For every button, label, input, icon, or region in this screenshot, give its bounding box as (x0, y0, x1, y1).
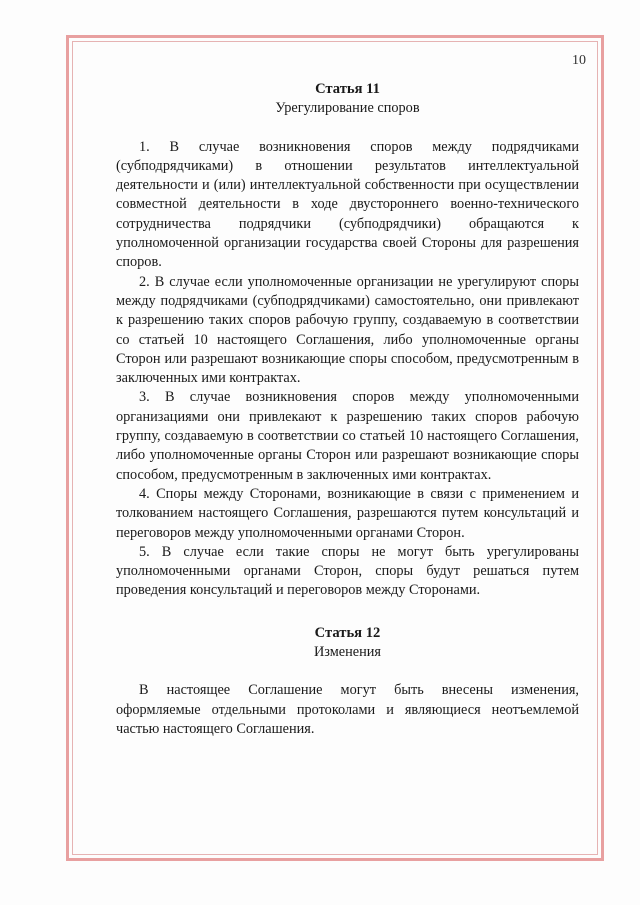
section-spacer (116, 601, 579, 624)
article-12-title: Статья 12 (314, 624, 381, 641)
article-11-paragraph-2: 2. В случае если уполномоченные организации не урегулируют споры между подрядчиками (субподрядчиками) самостоятельно, они привлекают к разрешению таких споров рабочую группу, создаваемую в соответствии со статьей 10 настоящего Соглашения, либо уполномоченные органы Сторон или разрешают возникающие споры способом, предусмотренным в заключенных ими контрактах. (116, 273, 579, 387)
article-12 (116, 624, 579, 739)
article-11 (116, 80, 579, 601)
article-12-paragraph-1: В настоящее Соглашение могут быть внесены изменения, оформляемые отдельными протоколами и являющиеся неотъемлемой частью настоящего Соглашения. (116, 682, 579, 737)
article-11-title: Статья 11 (315, 81, 380, 97)
page-number: 10 (572, 53, 586, 68)
document-body (116, 80, 579, 739)
article-11-subtitle: Урегулирование споров (275, 100, 420, 117)
article-12-subtitle: Изменения (313, 644, 382, 661)
article-11-paragraph-5: 5. В случае если такие споры не могут быть урегулированы уполномоченными органами Сторон, споры будут решаться путем проведения консультаций и переговоров между Сторонами. (116, 543, 579, 599)
article-11-paragraph-1: 1. В случае возникновения споров между подрядчиками (субподрядчиками) в отношении результатов интеллектуальной деятельности и (или) интеллектуальной собственности при осуществлении совместной деятельности в ходе двустороннего военно-технического сотрудничества подрядчики (субподрядчики) обращаются к уполномоченной организации государства своей Стороны для разрешения споров. (116, 138, 579, 271)
article-11-paragraph-4: 4. Споры между Сторонами, возникающие в связи с применением и толкованием настоящего Соглашения, разрешаются путем консультаций и переговоров между уполномоченными органами Сторон. (116, 485, 579, 541)
article-11-paragraph-3: 3. В случае возникновения споров между уполномоченными организациями они привлекают к разрешению таких споров рабочую группу, создаваемую в соответствии со статьей 10 настоящего Соглашения, либо уполномоченные органы Сторон или разрешают возникающие споры способом, предусмотренным в заключенных ими контрактах. (116, 389, 579, 483)
